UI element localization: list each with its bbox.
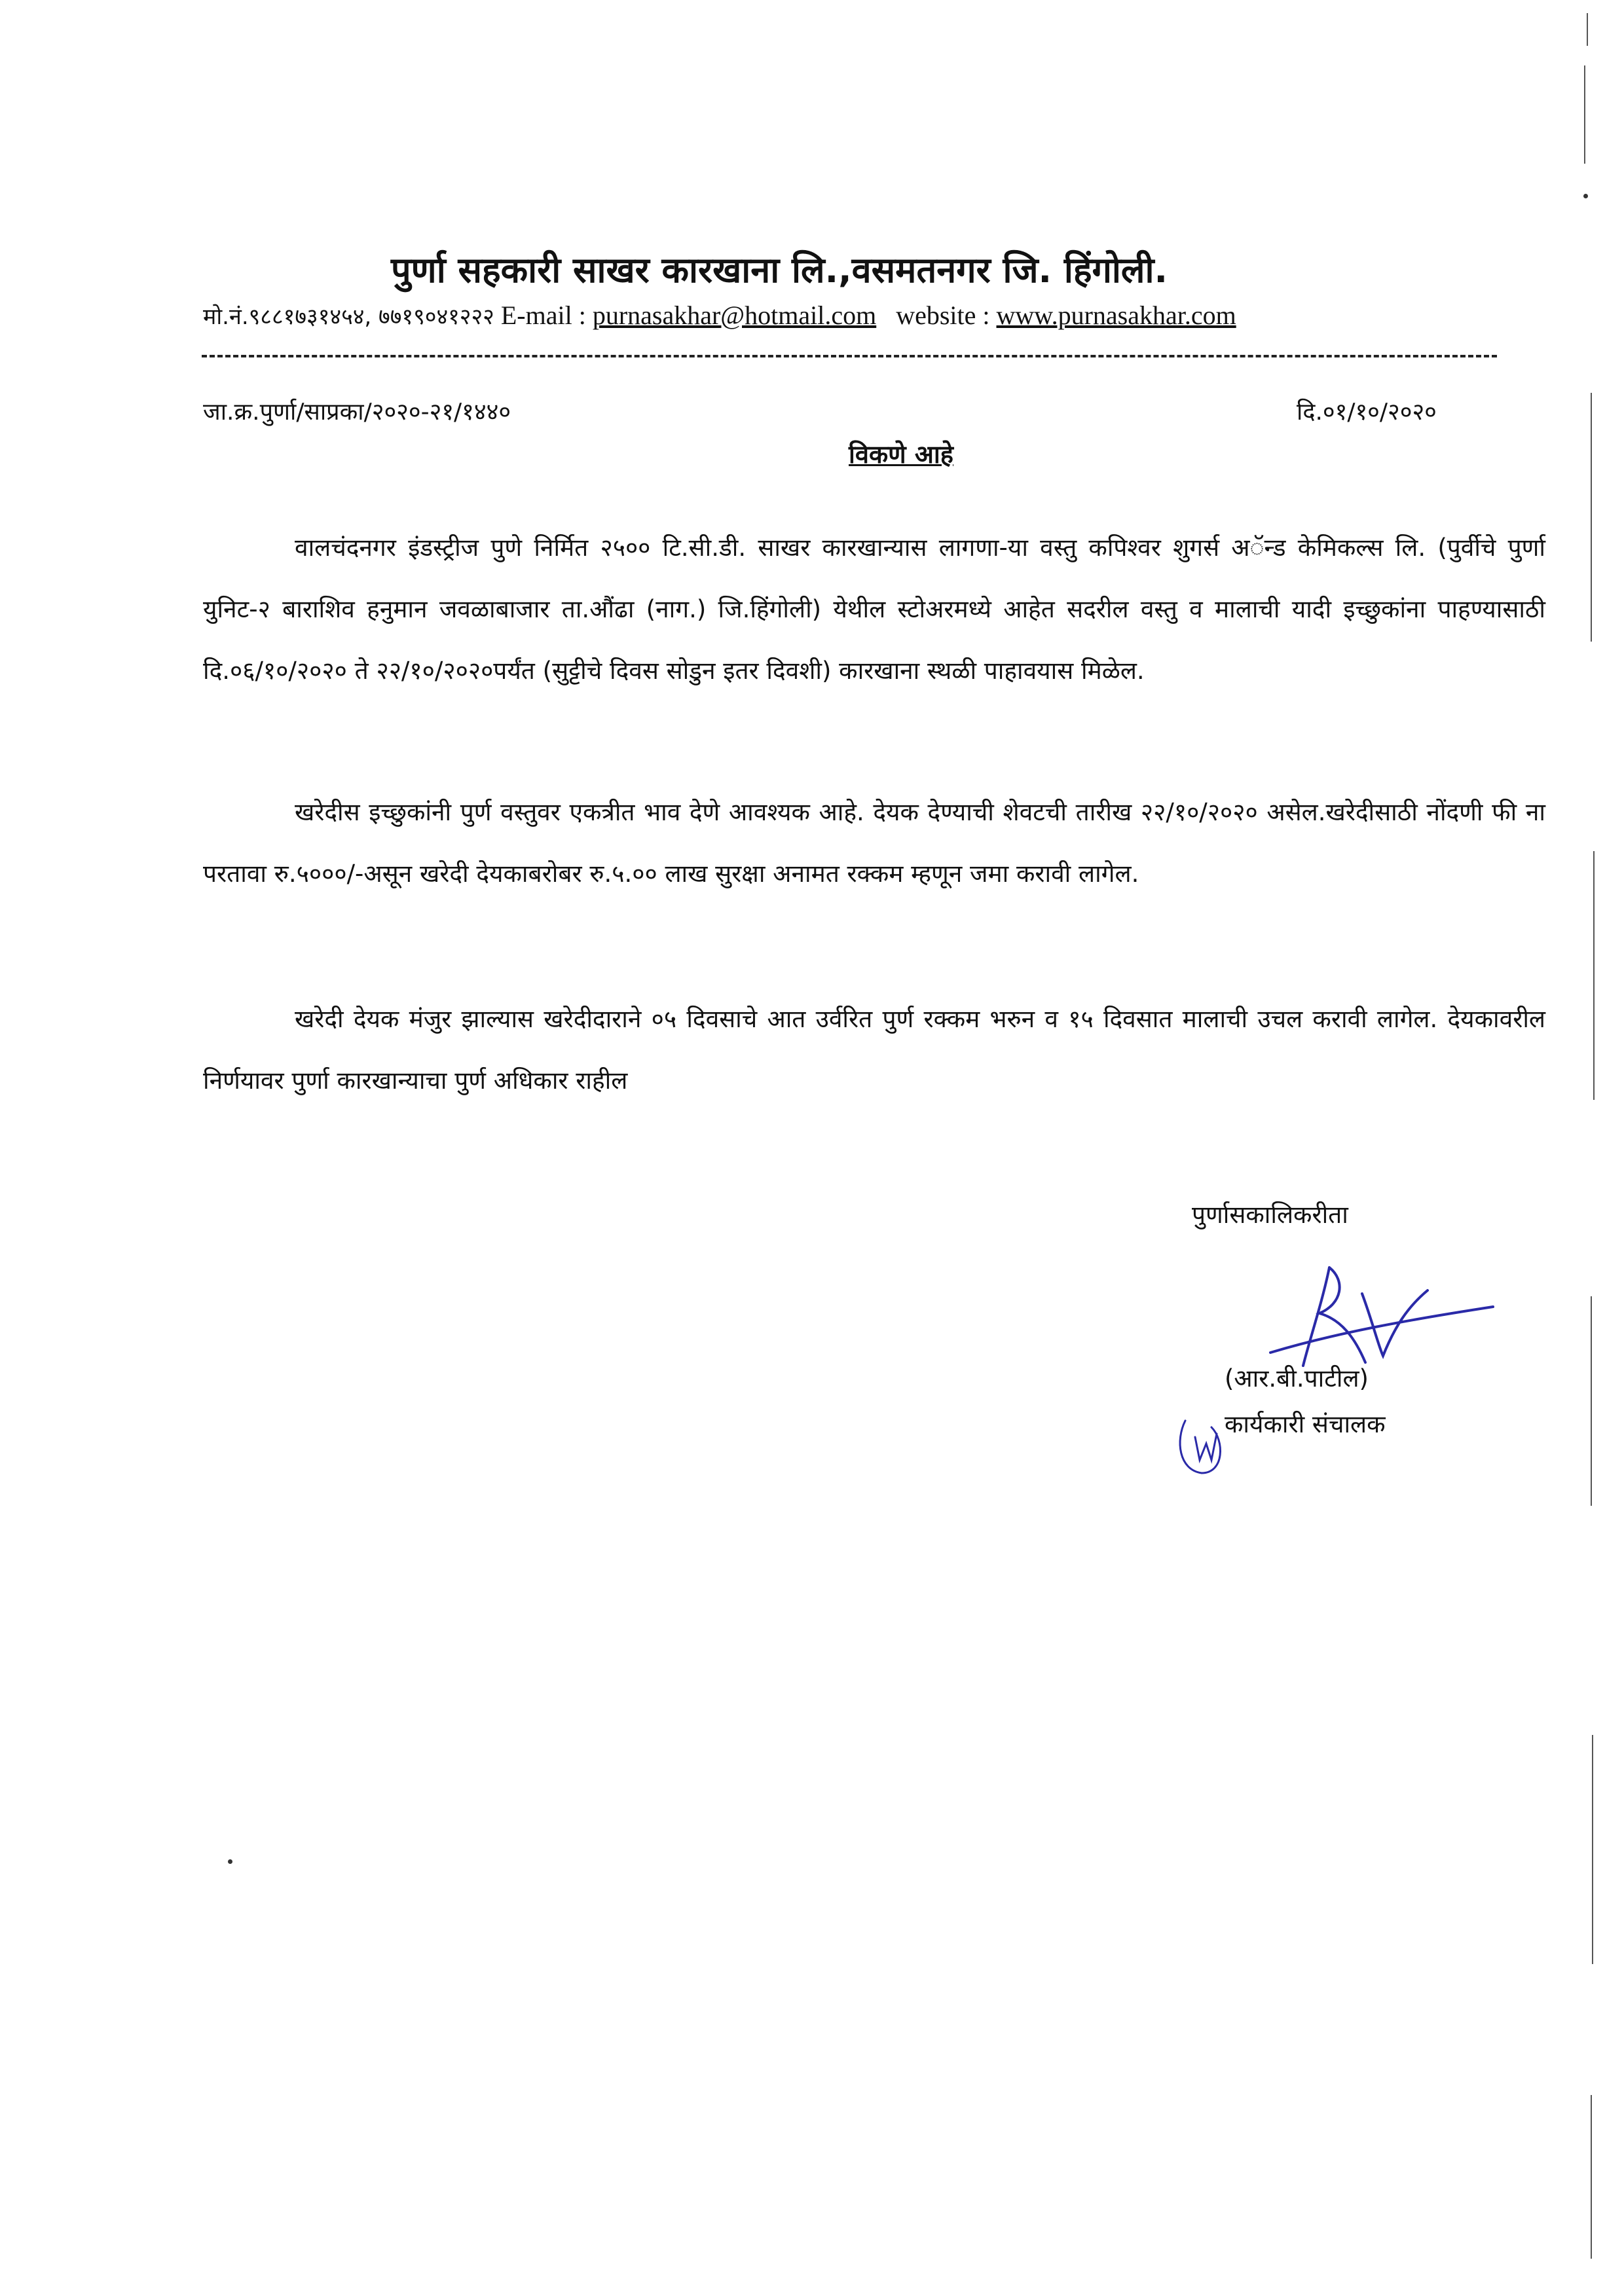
signatory-for-line: पुर्णासकालिकरीता [1192, 1201, 1348, 1229]
signatory-designation: कार्यकारी संचालक [1225, 1410, 1386, 1438]
contact-line [203, 296, 1500, 337]
signature-block [1192, 1195, 1506, 1470]
reference-number: जा.क्र.पुर्णा/साप्रका/२०२०-२१/१४४० [203, 399, 511, 426]
scan-speck [228, 1859, 232, 1864]
letterhead-title: पुर्णा सहकारी साखर कारखाना लि.,वसमतनगर जि. हिंगोली. [390, 249, 1168, 291]
email-label: E-mail : [500, 301, 586, 330]
phone-numbers: मो.नं.९८८१७३१४५४, ७७१९०४१२२२ [203, 304, 494, 330]
body-paragraph-2: खरेदीस इच्छुकांनी पुर्ण वस्तुवर एकत्रीत भाव देणे आवश्यक आहे. देयक देण्याची शेवटची तारीख २२/१०/२०२० असेल.खरेदीसाठी नोंदणी फी ना परतावा रु.५०००/-असून खरेदी देयकाबरोबर रु.५.०० लाख सुरक्षा अनामत रक्कम म्हणून जमा करावी लागेल. [203, 798, 1545, 888]
signatory-name: (आर.बी.पाटील) [1225, 1364, 1369, 1393]
subject-heading: विकणे आहे [849, 440, 953, 469]
email-link[interactable]: purnasakhar@hotmail.com [592, 301, 877, 330]
dashed-divider [202, 355, 1497, 357]
website-label: website : [896, 301, 990, 330]
body-paragraph-3: खरेदी देयक मंजुर झाल्यास खरेदीदाराने ०५ दिवसाचे आत उर्वरित पुर्ण रक्कम भरुन व १५ दिवसात मालाची उचल करावी लागेल. देयकावरील निर्णयावर पुर्णा कारखान्याचा पुर्ण अधिकार राहील [203, 1005, 1545, 1095]
website-link[interactable]: www.purnasakhar.com [996, 301, 1236, 330]
scan-edge-marks [1565, 0, 1624, 2296]
ink-initial-mark [1172, 1408, 1231, 1480]
letter-date: दि.०१/१०/२०२० [1297, 399, 1437, 426]
body-paragraph-1: वालचंदनगर इंडस्ट्रीज पुणे निर्मित २५०० टि.सी.डी. साखर कारखान्यास लागणा-या वस्तु कपिश्वर शुगर्स अॅन्ड केमिकल्स लि. (पुर्वीचे पुर्णा युनिट-२ बाराशिव हनुमान जवळाबाजार ता.औंढा (नाग.) जि.हिंगोली) येथील स्टोअरमध्ये आहेत सदरील वस्तु व मालाची यादी इच्छुकांना पाहण्यासाठी दि.०६/१०/२०२० ते २२/१०/२०२०पर्यंत (सुट्टीचे दिवस सोडुन इतर दिवशी) कारखाना स्थळी पाहावयास मिळेल. [203, 534, 1545, 685]
